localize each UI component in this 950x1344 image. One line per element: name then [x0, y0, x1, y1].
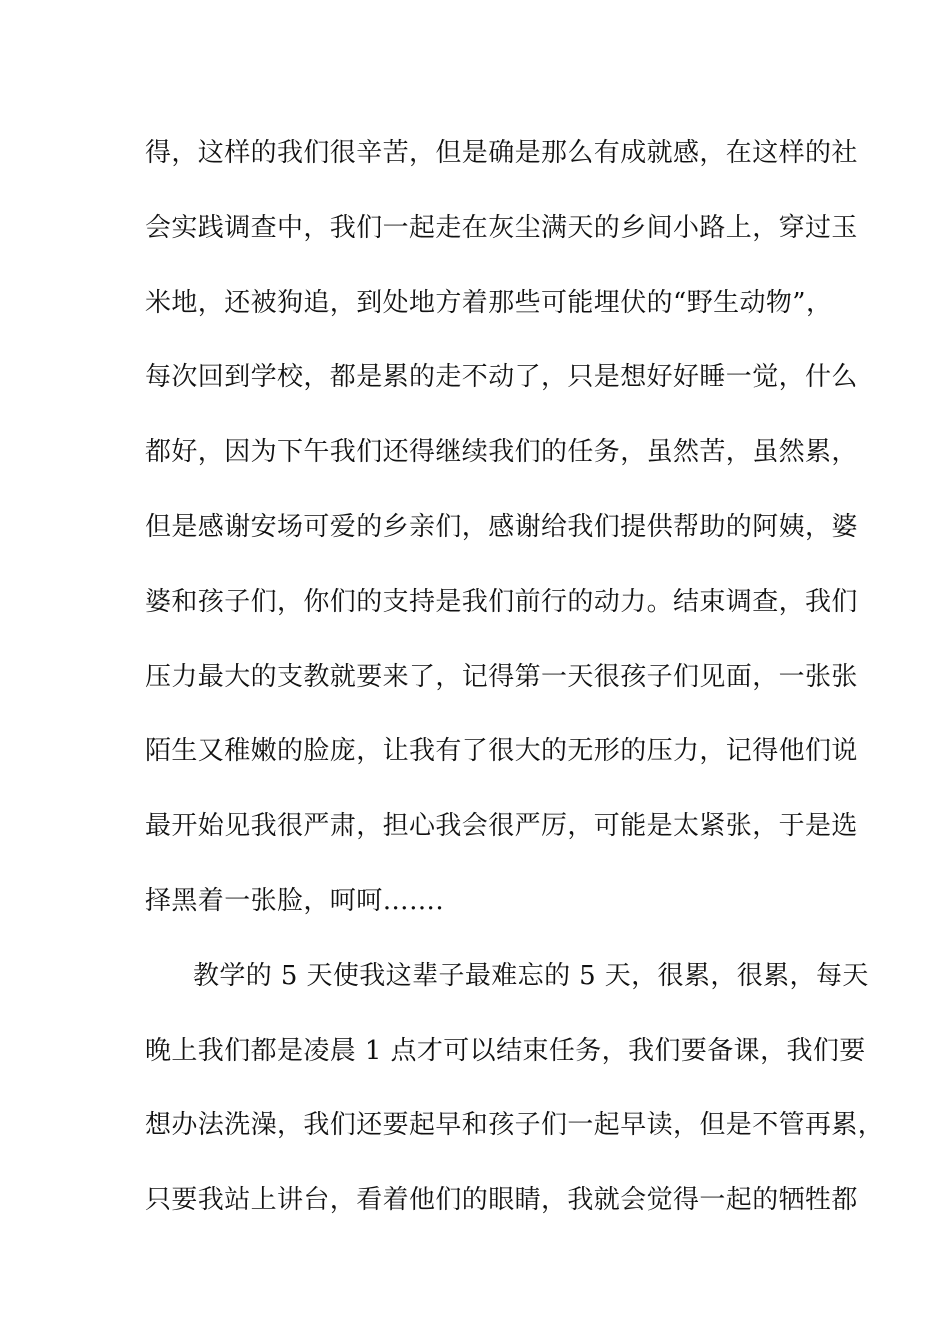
text-line: 想办法洗澡，我们还要起早和孩子们一起早读，但是不管再累， — [145, 1110, 885, 1141]
paragraph-first-line: 教学的 5 天使我这辈子最难忘的 5 天，很累，很累，每天 — [193, 960, 869, 991]
text-line: 得，这样的我们很辛苦，但是确是那么有成就感，在这样的社 — [145, 138, 858, 168]
text-line: 最开始见我很严肃，担心我会很严厉，可能是太紧张，于是选 — [145, 811, 858, 842]
body-text — [145, 131, 885, 1253]
text-line: 只要我站上讲台，看着他们的眼睛，我就会觉得一起的牺牲都 — [145, 1185, 858, 1216]
text-line: 会实践调查中，我们一起走在灰尘满天的乡间小路上，穿过玉 — [145, 212, 858, 243]
text-line: 陌生又稚嫩的脸庞，让我有了很大的无形的压力，记得他们说 — [145, 736, 858, 767]
text-line: 都好，因为下午我们还得继续我们的任务，虽然苦，虽然累， — [145, 437, 858, 468]
text-line: 压力最大的支教就要来了，记得第一天很孩子们见面，一张张 — [145, 661, 858, 692]
text-line: 米地，还被狗追，到处地方着那些可能埋伏的“野生动物”， — [145, 287, 833, 318]
text-line: 每次回到学校，都是累的走不动了，只是想好好睡一觉，什么 — [145, 362, 858, 393]
text-line: 但是感谢安场可爱的乡亲们，感谢给我们提供帮助的阿姨，婆 — [145, 511, 858, 542]
text-line: 晚上我们都是凌晨 1 点才可以结束任务，我们要备课，我们要 — [145, 1035, 866, 1066]
text-line: 择黑着一张脸，呵呵……. — [145, 885, 445, 916]
text-line: 婆和孩子们，你们的支持是我们前行的动力。结束调查，我们 — [145, 586, 858, 617]
